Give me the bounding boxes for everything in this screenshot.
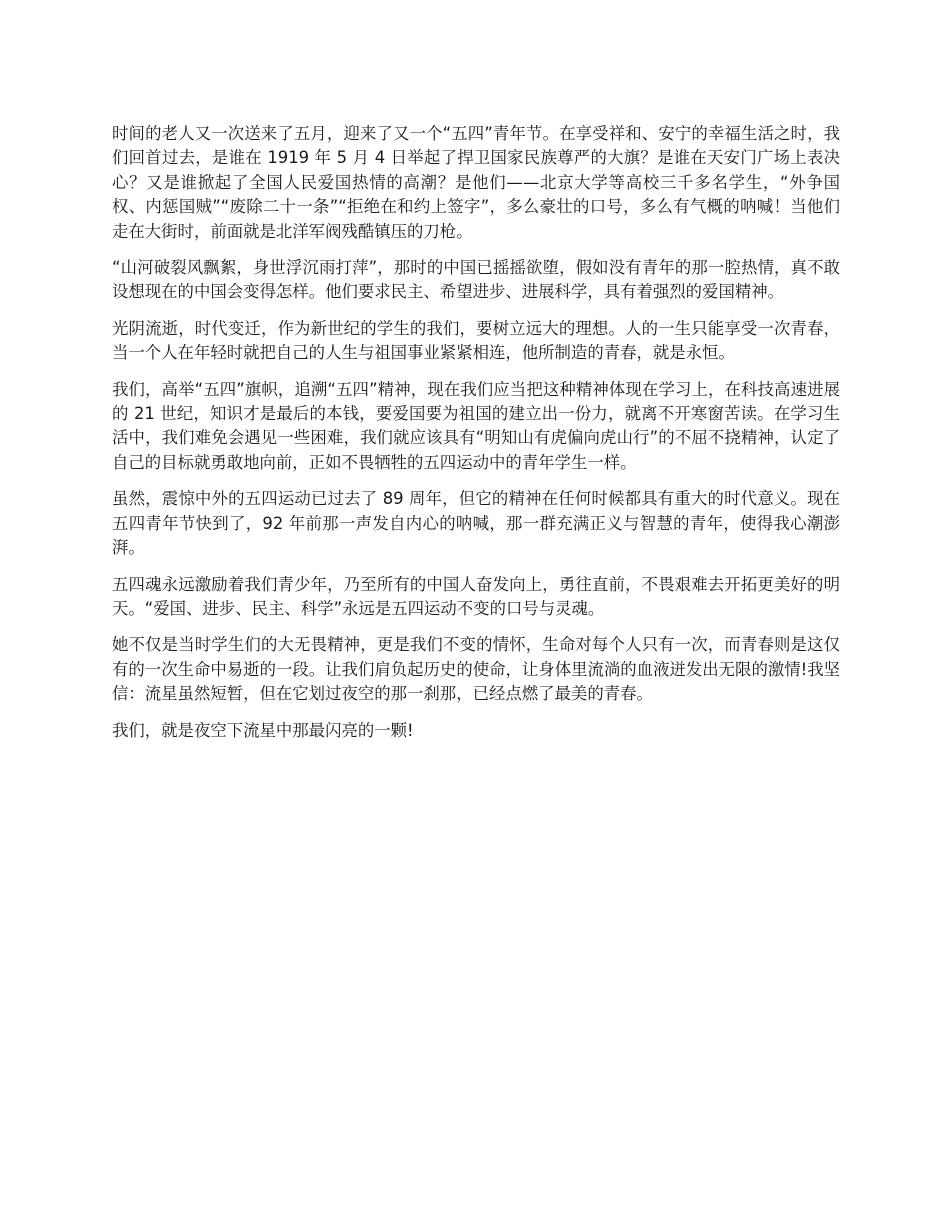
paragraph: 光阴流逝，时代变迁，作为新世纪的学生的我们，要树立远大的理想。人的一生只能享受一次青春，当一个人在年轻时就把自己的人生与祖国事业紧紧相连，他所制造的青春，就是永恒。 — [112, 318, 840, 363]
paragraph: 她不仅是当时学生们的大无畏精神，更是我们不变的情怀，生命对每个人只有一次，而青春则是这仅有的一次生命中易逝的一段。让我们肩负起历史的使命，让身体里流淌的血液迸发出无限的激情!我坚信：流星虽然短暂，但在它划过夜空的那一刹那，已经点燃了最美的青春。 — [112, 635, 840, 704]
paragraph: 我们，高举“五四”旗帜，追溯“五四”精神，现在我们应当把这种精神体现在学习上，在科技高速进展的 21 世纪，知识才是最后的本钱，要爱国要为祖国的建立出一份力，就离不开寒窗苦读。在学习生活中，我们难免会遇见一些困难，我们就应该具有“明知山有虎偏向虎山行”的不屈不挠精神，认定了自己的目标就勇敢地向前，正如不畏牺牲的五四运动中的青年学生一样。 — [112, 379, 840, 472]
document-body — [112, 122, 840, 755]
paragraph: “山河破裂风飘絮，身世浮沉雨打萍”，那时的中国已摇摇欲堕，假如没有青年的那一腔热情，真不敢设想现在的中国会变得怎样。他们要求民主、希望进步、进展科学，具有着强烈的爱国精神。 — [112, 258, 840, 302]
paragraph: 时间的老人又一次送来了五月，迎来了又一个“五四”青年节。在享受祥和、安宁的幸福生活之时，我们回首过去，是谁在 1919 年 5 月 4 日举起了捍卫国家民族尊严的大旗？是谁在天安门广场上表决心？又是谁掀起了全国人民爱国热情的高潮？是他们——北京大学等高校三千多名学生，“外争国权、内惩国贼”“废除二十一条”“拒绝在和约上签字”，多么豪壮的口号，多么有气概的呐喊！当他们走在大街时，前面就是北洋军阀残酷镇压的刀枪。 — [112, 124, 840, 241]
paragraph: 我们，就是夜空下流星中那最闪亮的一颗! — [112, 720, 414, 740]
paragraph: 五四魂永远激励着我们青少年，乃至所有的中国人奋发向上，勇往直前，不畏艰难去开拓更美好的明天。“爱国、进步、民主、科学”永远是五四运动不变的口号与灵魂。 — [112, 574, 840, 618]
paragraph: 虽然，震惊中外的五四运动已过去了 89 周年，但它的精神在任何时候都具有重大的时代意义。现在五四青年节快到了，92 年前那一声发自内心的呐喊，那一群充满正义与智慧的青年，使得我心潮澎湃。 — [112, 489, 840, 558]
